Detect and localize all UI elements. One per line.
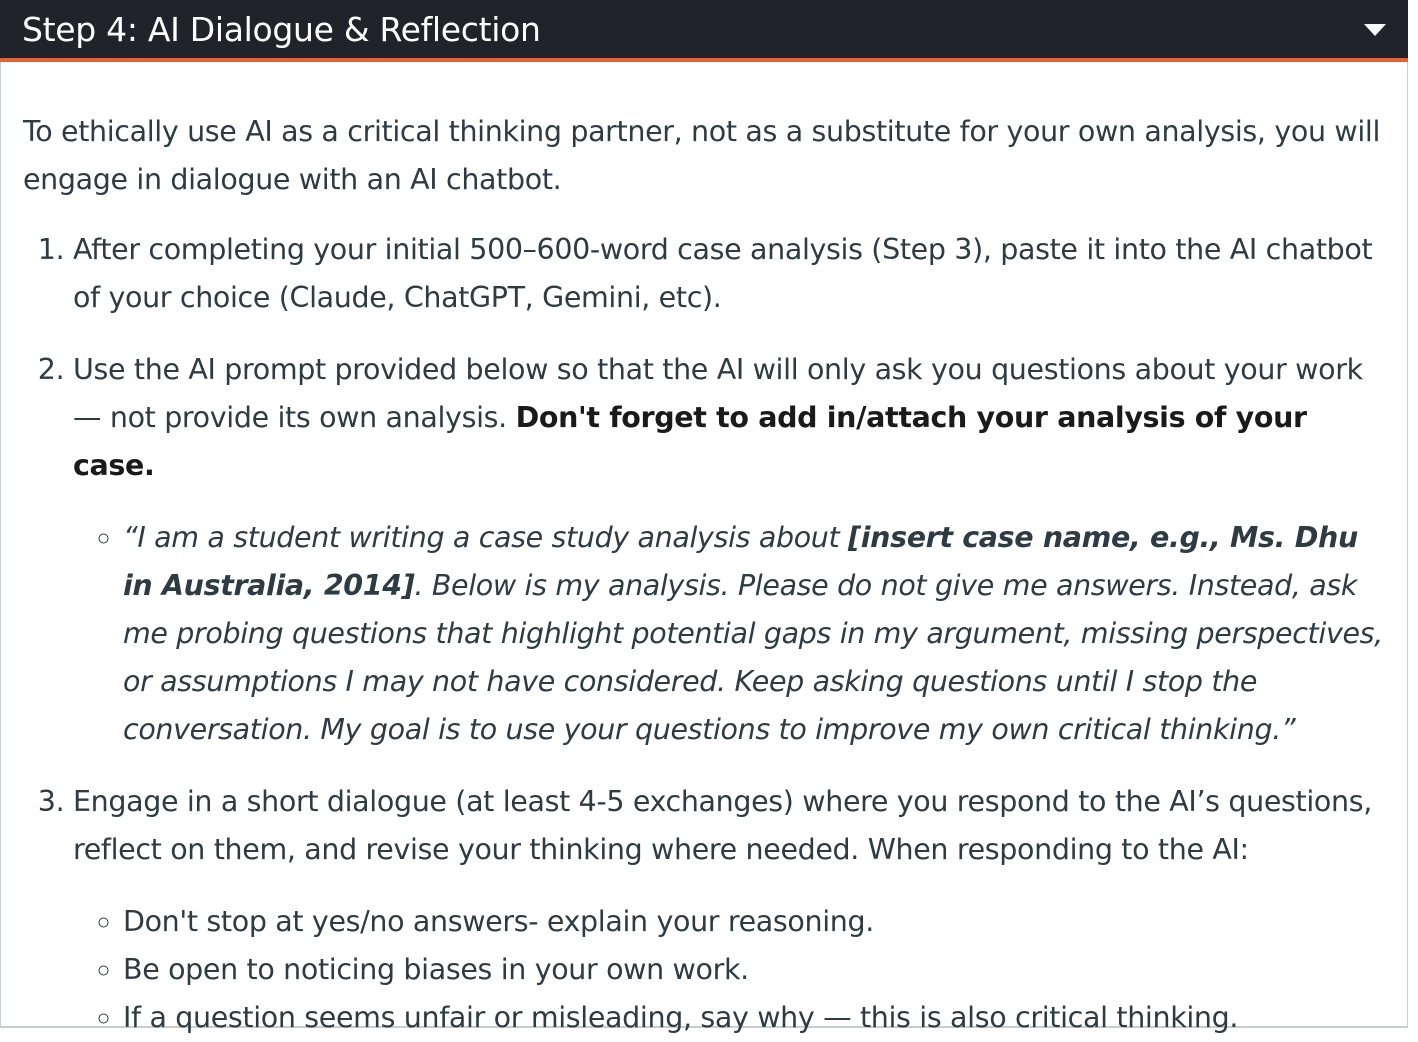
- steps-list: [23, 226, 1389, 1042]
- prompt-list: [73, 514, 1389, 754]
- intro-paragraph: To ethically use AI as a critical thinking partner, not as a substitute for your own analysis, you will engage in dialogue with an AI chatbot.: [23, 115, 1381, 196]
- tip-item: ◦ Don't stop at yes/no answers- explain your reasoning.: [123, 898, 1389, 946]
- step-item-1: [73, 226, 1389, 322]
- prompt-open: “I am a student writing a case study analysis about: [123, 521, 849, 554]
- accordion-body: [0, 62, 1408, 1034]
- step-2-text: Use the AI prompt provided below so that the AI will only ask you questions about your work — not provide its own analysis.: [73, 353, 1363, 434]
- ai-prompt-quote: [123, 514, 1389, 754]
- accordion-title: Step 4: AI Dialogue & Reflection: [22, 10, 541, 49]
- tip-item: ◦ If a question seems unfair or misleading, say why — this is also critical thinking.: [123, 994, 1389, 1042]
- caret-down-icon[interactable]: [1364, 24, 1386, 36]
- response-tips-list: [73, 898, 1389, 1042]
- step-1-text: After completing your initial 500–600-word case analysis (Step 3), paste it into the AI chatbot of your choice (Claude, ChatGPT, Gemini, etc).: [73, 233, 1373, 314]
- prompt-rest: . Below is my analysis. Please do not give me answers. Instead, ask me probing questions that highlight potential gaps in my argument, missing perspectives, or assumptions I may not have considered. Keep asking questions until I stop the conversation. My goal is to use your questions to improve my own critical thinking.”: [123, 569, 1383, 746]
- prompt-placeholder: [insert case name, e.g., Ms. Dhu in Australia, 2014]: [123, 521, 1358, 602]
- tip-item: ◦ Be open to noticing biases in your own work.: [123, 946, 1389, 994]
- accordion-content: [23, 108, 1389, 1042]
- step-item-2: [73, 346, 1389, 754]
- step-2-bold-reminder: Don't forget to add in/attach your analysis of your case.: [73, 401, 1307, 482]
- step-3-text: Engage in a short dialogue (at least 4-5 exchanges) where you respond to the AI’s questions, reflect on them, and revise your thinking where needed. When responding to the AI:: [73, 785, 1372, 866]
- step-item-3: [73, 778, 1389, 1042]
- accordion-header[interactable]: [0, 0, 1408, 62]
